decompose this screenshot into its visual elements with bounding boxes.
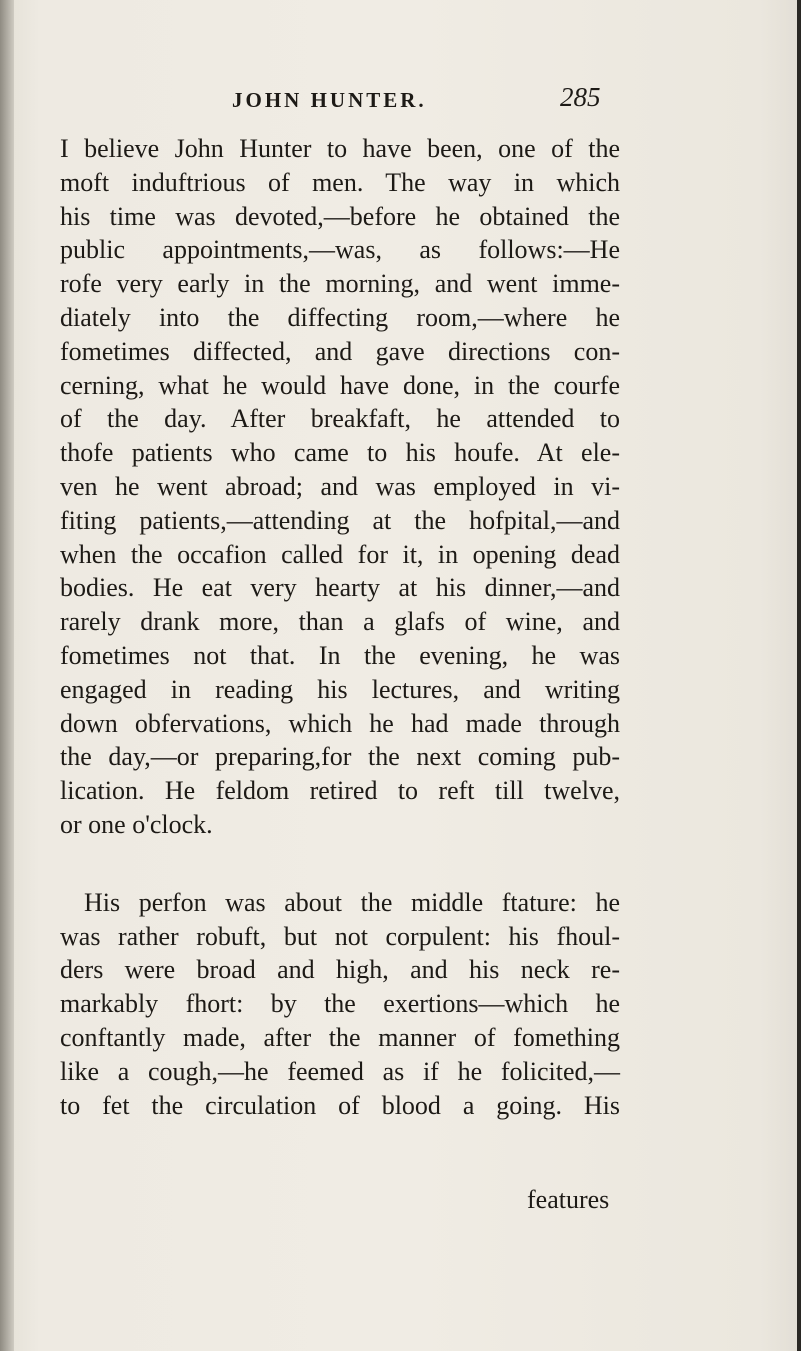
- text-line: diately into the diffecting room,—where he: [60, 302, 620, 332]
- text-line: lication. He feldom retired to reft till twelve,: [60, 776, 620, 806]
- text-line: bodies. He eat very hearty at his dinner,—and: [60, 573, 620, 603]
- text-line: or one o'clock.: [60, 809, 213, 839]
- text-line: his time was devoted,—before he obtained the: [60, 201, 620, 231]
- page-number: 285: [560, 82, 601, 112]
- text-line: fometimes diffected, and gave directions con-: [60, 336, 620, 366]
- body-text: [60, 132, 620, 1122]
- text-line: moft induftrious of men. The way in which: [60, 167, 620, 197]
- text-line: rofe very early in the morning, and went imme-: [60, 269, 620, 299]
- text-line: ven he went abroad; and was employed in vi-: [60, 471, 620, 501]
- text-line: of the day. After breakfaft, he attended to: [60, 404, 620, 434]
- catchword: features: [527, 1185, 610, 1214]
- paragraph-2: [60, 886, 620, 1123]
- text-line: conftantly made, after the manner of fomething: [60, 1022, 620, 1052]
- text-line: fiting patients,—attending at the hofpital,—and: [60, 505, 620, 535]
- text-line: when the occafion called for it, in opening dead: [60, 539, 620, 569]
- text-line: like a cough,—he feemed as if he folicited,—: [60, 1056, 620, 1086]
- text-line: to fet the circulation of blood a going. His: [60, 1090, 620, 1120]
- text-line: fometimes not that. In the evening, he was: [60, 640, 620, 670]
- text-line: engaged in reading his lectures, and writing: [60, 674, 620, 704]
- text-line: ders were broad and high, and his neck re-: [60, 955, 620, 985]
- paragraph-1: [60, 132, 620, 842]
- page-header: [0, 82, 801, 122]
- text-line: was rather robuft, but not corpulent: his fhoul-: [60, 921, 620, 951]
- text-line: rarely drank more, than a glafs of wine, and: [60, 607, 620, 637]
- binding-gutter: [0, 0, 14, 1351]
- running-head: JOHN HUNTER.: [232, 88, 427, 112]
- text-line: cerning, what he would have done, in the courfe: [60, 370, 620, 400]
- text-line: the day,—or preparing,for the next coming pub-: [60, 742, 620, 772]
- text-line: down obfervations, which he had made through: [60, 708, 620, 738]
- text-line: thofe patients who came to his houfe. At ele-: [60, 438, 620, 468]
- text-line: public appointments,—was, as follows:—He: [60, 235, 620, 265]
- text-line: His perfon was about the middle ftature: he: [84, 887, 620, 917]
- paragraph-gap: [60, 842, 620, 886]
- page-edge: [797, 0, 801, 1351]
- text-line: I believe John Hunter to have been, one of the: [60, 134, 620, 163]
- text-line: markably fhort: by the exertions—which he: [60, 989, 620, 1019]
